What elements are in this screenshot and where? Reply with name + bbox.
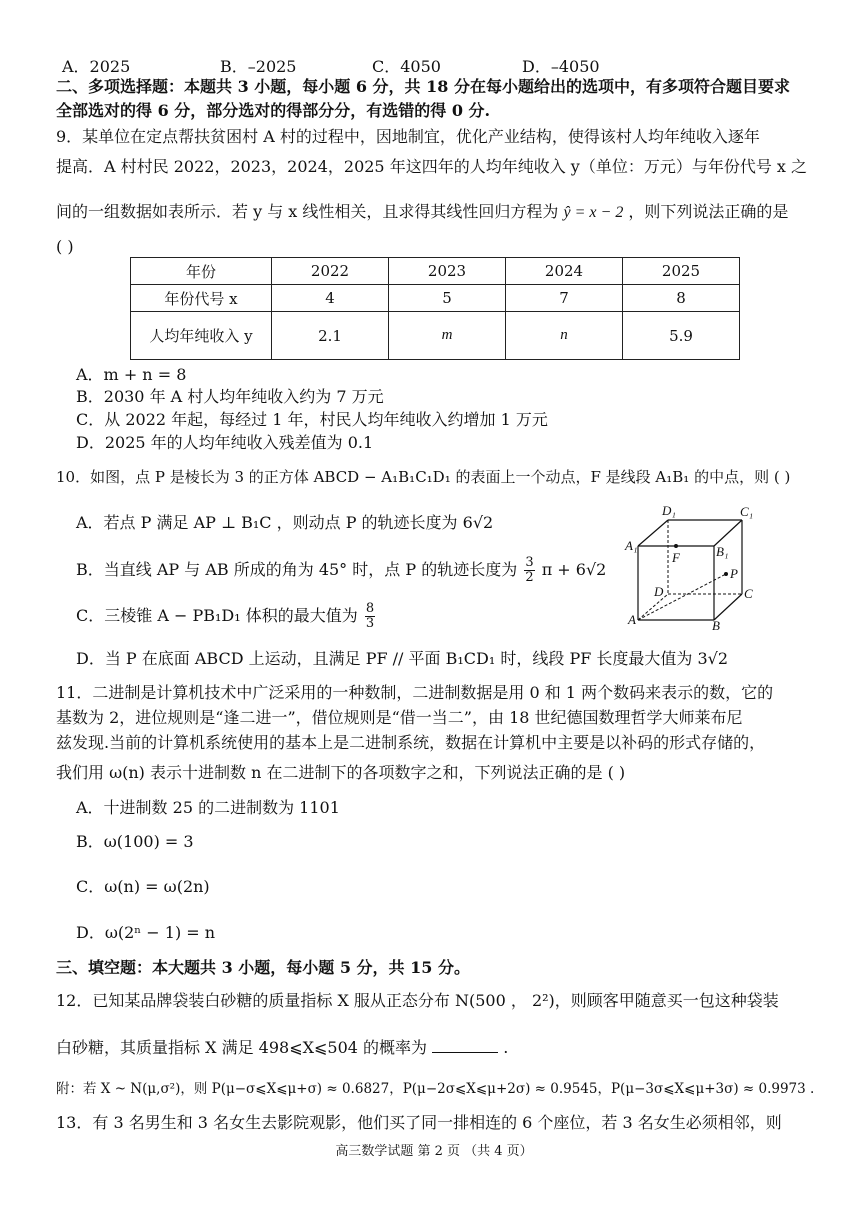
edge-b1-c1 [714, 520, 742, 546]
table-cell: 2023 [389, 258, 506, 285]
point-p [724, 572, 728, 576]
section2-line1: 二、多项选择题：本题共 3 小题，每小题 6 分，共 18 分在每小题给出的选项中，有多项符合题目要求 [56, 77, 790, 96]
table-row [131, 258, 740, 285]
q8-option-b: B．–2025 [220, 57, 297, 76]
q9-option-d: D．2025 年的人均年纯收入残差值为 0.1 [76, 433, 374, 452]
q9-stem-line3-text: 间的一组数据如表所示．若 y 与 x 线性相关，且求得其线性回归方程为 [56, 202, 559, 221]
q9-option-c: C．从 2022 年起，每经过 1 年，村民人均年纯收入约增加 1 万元 [76, 410, 548, 429]
fraction-numerator: 8 [365, 601, 375, 616]
q8-option-a: A．2025 [62, 57, 131, 76]
q10-stem [56, 466, 790, 488]
page-footer: 高三数学试题 第 2 页 （共 4 页） [335, 1144, 533, 1159]
table-cell: 年份 [131, 258, 272, 285]
q11-stem-line4 [56, 762, 625, 784]
label-c: C [744, 586, 753, 601]
q9-option-b: B．2030 年 A 村人均年纯收入约为 7 万元 [76, 387, 384, 406]
table-cell: 2022 [272, 258, 389, 285]
q9-stem-line1: 9．某单位在定点帮扶贫困村 A 村的过程中，因地制宜，优化产业结构，使得该村人均年纯收入逐年 [56, 127, 760, 146]
q9-stem-line2: 提高．A 村村民 2022，2023，2024，2025 年这四年的人均年纯收入 y（单位：万元）与年份代号 x 之 [56, 157, 808, 176]
q10-option-b-text: B．当直线 AP 与 AB 所成的角为 45° 时，点 P 的轨迹长度为 [76, 560, 518, 579]
fraction-denominator: 2 [525, 570, 534, 585]
q8-option-c: C．4050 [372, 57, 441, 76]
edge-a1-d1 [638, 520, 668, 546]
q10-option-c [76, 602, 377, 631]
q11-option-a: A．十进制数 25 的二进制数为 1101 [76, 798, 340, 817]
edge-b-c [714, 594, 742, 620]
q9-stem-line3 [56, 201, 788, 224]
section2-line2: 全部选对的得 6 分，部分选对的得部分分，有选错的得 0 分. [56, 101, 491, 120]
table-cell: 人均年纯收入 y [131, 312, 272, 360]
hidden-segment-a-p [638, 574, 726, 620]
q8-option-d: D．–4050 [522, 57, 600, 76]
q12-appendix-note: 附：若 X ~ N(μ,σ²)，则 P(μ−σ⩽X⩽μ+σ) ≈ 0.6827，P(μ−2σ⩽X⩽μ+2σ) ≈ 0.9545，P(μ−3σ⩽X⩽μ+3σ) ≈ 0.9973 . [56, 1081, 815, 1097]
table-cell: 2.1 [272, 312, 389, 360]
label-b1: B₁ [716, 544, 729, 559]
q11-stem-line1: 11．二进制是计算机技术中广泛采用的一种数制，二进制数据是用 0 和 1 两个数码来表示的数，它的 [56, 683, 774, 702]
table-cell: 7 [506, 285, 623, 312]
table-cell: 8 [623, 285, 740, 312]
q13-stem-line1: 13．有 3 名男生和 3 名女生去影院观影，他们买了同一排相连的 6 个座位，若 3 名女生必须相邻，则 [56, 1113, 782, 1132]
q10-option-c-fraction [365, 602, 375, 631]
table-cell: 5 [389, 285, 506, 312]
q9-option-a: A．m + n = 8 [76, 365, 187, 384]
q10-option-b [76, 556, 606, 585]
q10-option-d: D．当 P 在底面 ABCD 上运动，且满足 PF // 平面 B₁CD₁ 时，线段 PF 长度最大值为 3√2 [76, 649, 729, 668]
table-cell: m [389, 312, 506, 360]
q10-option-b-tail: π + 6√2 [541, 560, 607, 579]
q11-option-b: B．ω(100) = 3 [76, 832, 194, 851]
hidden-edge-a-d [638, 594, 668, 620]
q12-stem-line1: 12．已知某品牌袋装白砂糖的质量指标 X 服从正态分布 N(500 ， 2²)，则顾客甲随意买一包这种袋装 [56, 991, 779, 1010]
q9-data-table [130, 257, 740, 360]
answer-blank [432, 1036, 498, 1053]
q9-regression-equation: ŷ = x − 2 [563, 204, 624, 221]
q10-option-b-fraction [524, 556, 534, 585]
table-row [131, 285, 740, 312]
label-f: F [672, 550, 680, 565]
q10-option-a: A．若点 P 满足 AP ⊥ B₁C ，则动点 P 的轨迹长度为 6√2 [76, 513, 494, 532]
q10-stem-text: 10．如图，点 P 是棱长为 3 的正方体 ABCD − A₁B₁C₁D₁ 的表面上一个动点，F 是线段 A₁B₁ 的中点，则 [56, 468, 770, 486]
label-d1: D₁ [662, 503, 676, 518]
table-cell: 5.9 [623, 312, 740, 360]
q11-option-d: D．ω(2ⁿ − 1) = n [76, 923, 216, 942]
table-cell: 2025 [623, 258, 740, 285]
q11-stem-line4-text: 我们用 ω(n) 表示十进制数 n 在二进制下的各项数字之和，下列说法正确的是 [56, 763, 603, 782]
table-cell: 年份代号 x [131, 285, 272, 312]
table-cell: 2024 [506, 258, 623, 285]
fraction-denominator: 3 [365, 616, 375, 631]
label-a: A [628, 612, 636, 627]
label-c1: C₁ [740, 504, 754, 519]
point-f [674, 544, 678, 548]
fraction-numerator: 3 [525, 555, 534, 570]
table-cell: 4 [272, 285, 389, 312]
table-cell: n [506, 312, 623, 360]
table-row [131, 312, 740, 360]
q12-stem-line2 [56, 1036, 508, 1059]
q9-answer-bracket: ( ) [56, 237, 74, 256]
q11-stem-line2: 基数为 2，进位规则是“逢二进一”，借位规则是“借一当二”，由 18 世纪德国数理哲学大师莱布尼 [56, 708, 743, 727]
label-a1: A₁ [625, 538, 638, 553]
q11-option-c: C．ω(n) = ω(2n) [76, 877, 210, 896]
q12-stem-line2-text: 白砂糖，其质量指标 X 满足 498⩽X⩽504 的概率为 [56, 1038, 428, 1057]
q10-option-c-text: C．三棱锥 A − PB₁D₁ 体积的最大值为 [76, 606, 358, 625]
q9-stem-line3-tail: ，则下列说法正确的是 [628, 202, 789, 221]
q11-answer-bracket: ( ) [607, 763, 626, 782]
q10-answer-bracket: ( ) [773, 468, 791, 486]
label-p: P [730, 566, 738, 581]
label-b: B [712, 618, 720, 630]
q12-stem-line2-tail: . [503, 1038, 509, 1057]
q11-stem-line3: 兹发现.当前的计算机系统使用的基本上是二进制系统，数据在计算机中主要是以补码的形式存储的， [56, 733, 766, 752]
section3-title: 三、填空题：本大题共 3 小题，每小题 5 分，共 15 分。 [56, 958, 470, 977]
label-d: D [654, 584, 664, 599]
cube-figure [622, 500, 760, 630]
